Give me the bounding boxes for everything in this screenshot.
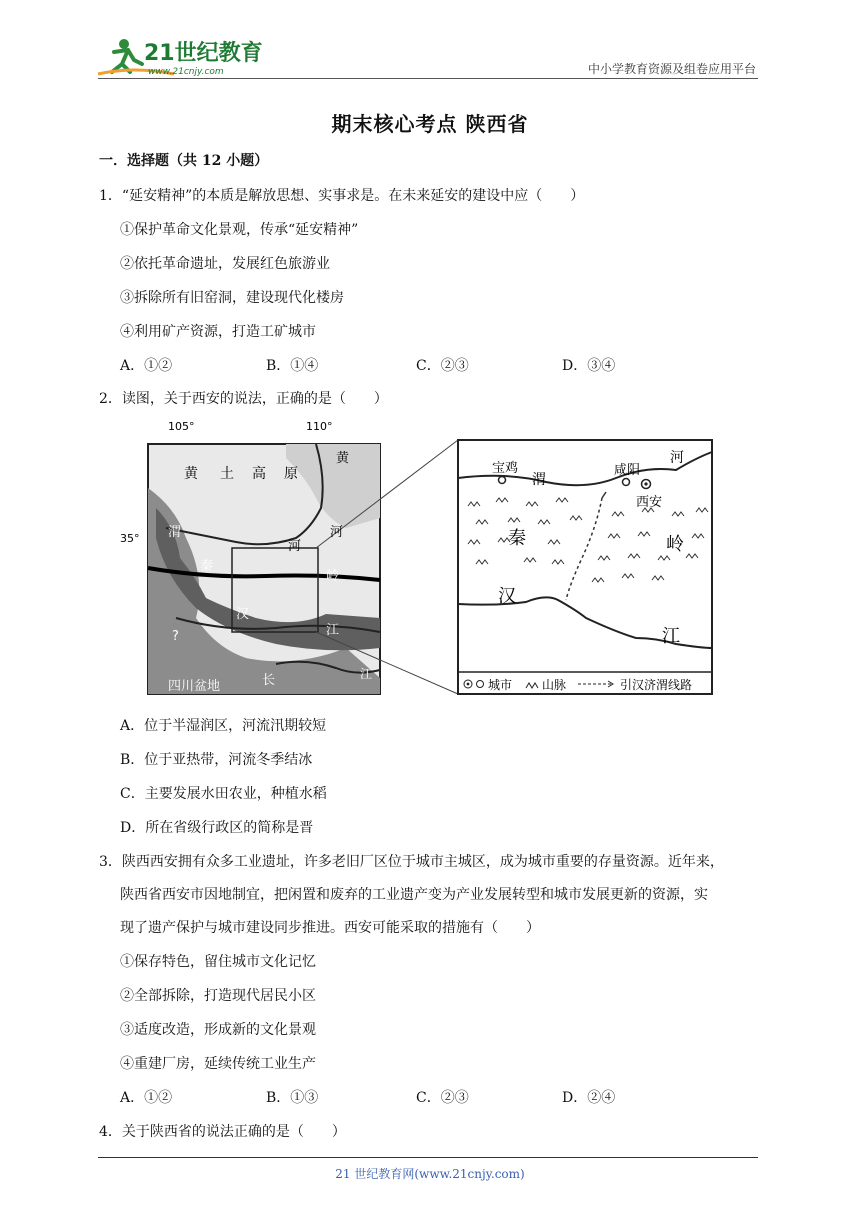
lat-35-label: 35° xyxy=(120,532,140,545)
q3-choice-a[interactable]: A．①② xyxy=(120,1090,173,1106)
map-label-question: ? xyxy=(172,629,179,644)
q3-choice-c[interactable]: C．②③ xyxy=(416,1090,469,1106)
map-label-gao: 高 xyxy=(252,466,266,482)
site-logo xyxy=(94,34,274,80)
map-label-tu: 土 xyxy=(220,466,234,482)
map-label-ling-inset: 岭 xyxy=(666,534,684,555)
logo-text: 21世纪教育 xyxy=(144,41,263,66)
q2-stem: 2．读图，关于西安的说法，正确的是（ ） xyxy=(99,391,388,407)
q3-item-1: ①保存特色，留住城市文化记忆 xyxy=(120,954,316,970)
q2-option-a[interactable]: A．位于半湿润区，河流汛期较短 xyxy=(120,718,327,734)
header-divider xyxy=(98,78,758,79)
map-label-jiang-inset: 江 xyxy=(662,626,680,647)
page-title: 期末核心考点 陕西省 xyxy=(331,112,529,136)
q1-item-1: ①保护革命文化景观，传承“延安精神” xyxy=(120,222,359,238)
map-label-ling: 岭 xyxy=(326,569,340,584)
legend-city: 城市 xyxy=(488,678,513,692)
map-label-he-inset: 河 xyxy=(670,450,684,466)
shaanxi-map-figure xyxy=(120,418,714,698)
map-label-jiang-2: 江 xyxy=(360,667,373,681)
map-label-qin: 秦 xyxy=(200,559,214,574)
q1-stem: 1．“延安精神”的本质是解放思想、实事求是。在未来延安的建设中应（ ） xyxy=(99,188,585,204)
map-label-xianyang: 咸阳 xyxy=(614,463,641,478)
q3-item-3: ③适度改造，形成新的文化景观 xyxy=(120,1022,316,1038)
map-label-yuan: 原 xyxy=(284,466,298,482)
map-label-chang: 长 xyxy=(262,673,276,688)
legend-mountain: 山脉 xyxy=(542,678,567,692)
section-heading: 一．选择题（共 12 小题） xyxy=(99,153,269,169)
q3-stem-line-1: 3．陕西西安拥有众多工业遗址，许多老旧厂区位于城市主城区，成为城市重要的存量资源。近年来， xyxy=(99,854,724,870)
q1-choice-c[interactable]: C．②③ xyxy=(416,358,469,374)
q3-stem-line-2: 陕西省西安市因地制宜，把闲置和废弃的工业遗产变为产业发展转型和城市发展更新的资源，实 xyxy=(120,887,708,903)
q2-option-b[interactable]: B．位于亚热带，河流冬季结冰 xyxy=(120,752,313,768)
map-label-huang-river: 黄 xyxy=(336,451,350,466)
q3-item-4: ④重建厂房，延续传统工业生产 xyxy=(120,1056,316,1072)
q1-choice-a[interactable]: A．①② xyxy=(120,358,173,374)
q1-item-3: ③拆除所有旧窑洞，建设现代化楼房 xyxy=(120,290,344,306)
footer-divider xyxy=(98,1157,758,1158)
q3-item-2: ②全部拆除，打造现代居民小区 xyxy=(120,988,316,1004)
header-platform-text: 中小学教育资源及组卷应用平台 xyxy=(587,62,756,76)
map-label-qin-inset: 秦 xyxy=(508,528,526,549)
q1-item-2: ②依托革命遗址，发展红色旅游业 xyxy=(120,256,330,272)
map-label-jiang: 江 xyxy=(326,623,340,638)
legend-route: 引汉济渭线路 xyxy=(620,678,693,692)
logo-url: www.21cnjy.com xyxy=(148,67,224,77)
q1-choice-d[interactable]: D．③④ xyxy=(562,358,616,374)
map-label-huang: 黄 xyxy=(184,466,198,482)
q3-choice-b[interactable]: B．①③ xyxy=(266,1090,319,1106)
q2-option-c[interactable]: C．主要发展水田农业，种植水稻 xyxy=(120,786,327,802)
q3-choice-d[interactable]: D．②④ xyxy=(562,1090,616,1106)
q2-option-d[interactable]: D．所在省级行政区的简称是晋 xyxy=(120,820,314,836)
q3-stem-line-3: 现了遗产保护与城市建设同步推进。西安可能采取的措施有（ ） xyxy=(120,920,540,936)
q1-item-4: ④利用矿产资源，打造工矿城市 xyxy=(120,324,316,340)
q1-choice-b[interactable]: B．①④ xyxy=(266,358,319,374)
map-label-he-2: 河 xyxy=(330,525,344,540)
map-label-wei: 渭 xyxy=(168,525,182,540)
footer-text: 21 世纪教育网(www.21cnjy.com) xyxy=(335,1167,525,1181)
map-label-han-inset: 汉 xyxy=(498,586,516,607)
map-label-xian: 西安 xyxy=(636,495,663,510)
map-label-he: 河 xyxy=(288,539,302,554)
lon-110-label: 110° xyxy=(306,420,333,433)
map-label-sichuan-basin: 四川盆地 xyxy=(168,679,221,694)
map-label-baoji: 宝鸡 xyxy=(492,461,519,476)
map-label-han: 汉 xyxy=(236,607,250,622)
lon-105-label: 105° xyxy=(168,420,195,433)
map-label-wei-inset: 渭 xyxy=(532,472,546,488)
q4-stem: 4．关于陕西省的说法正确的是（ ） xyxy=(99,1124,346,1140)
